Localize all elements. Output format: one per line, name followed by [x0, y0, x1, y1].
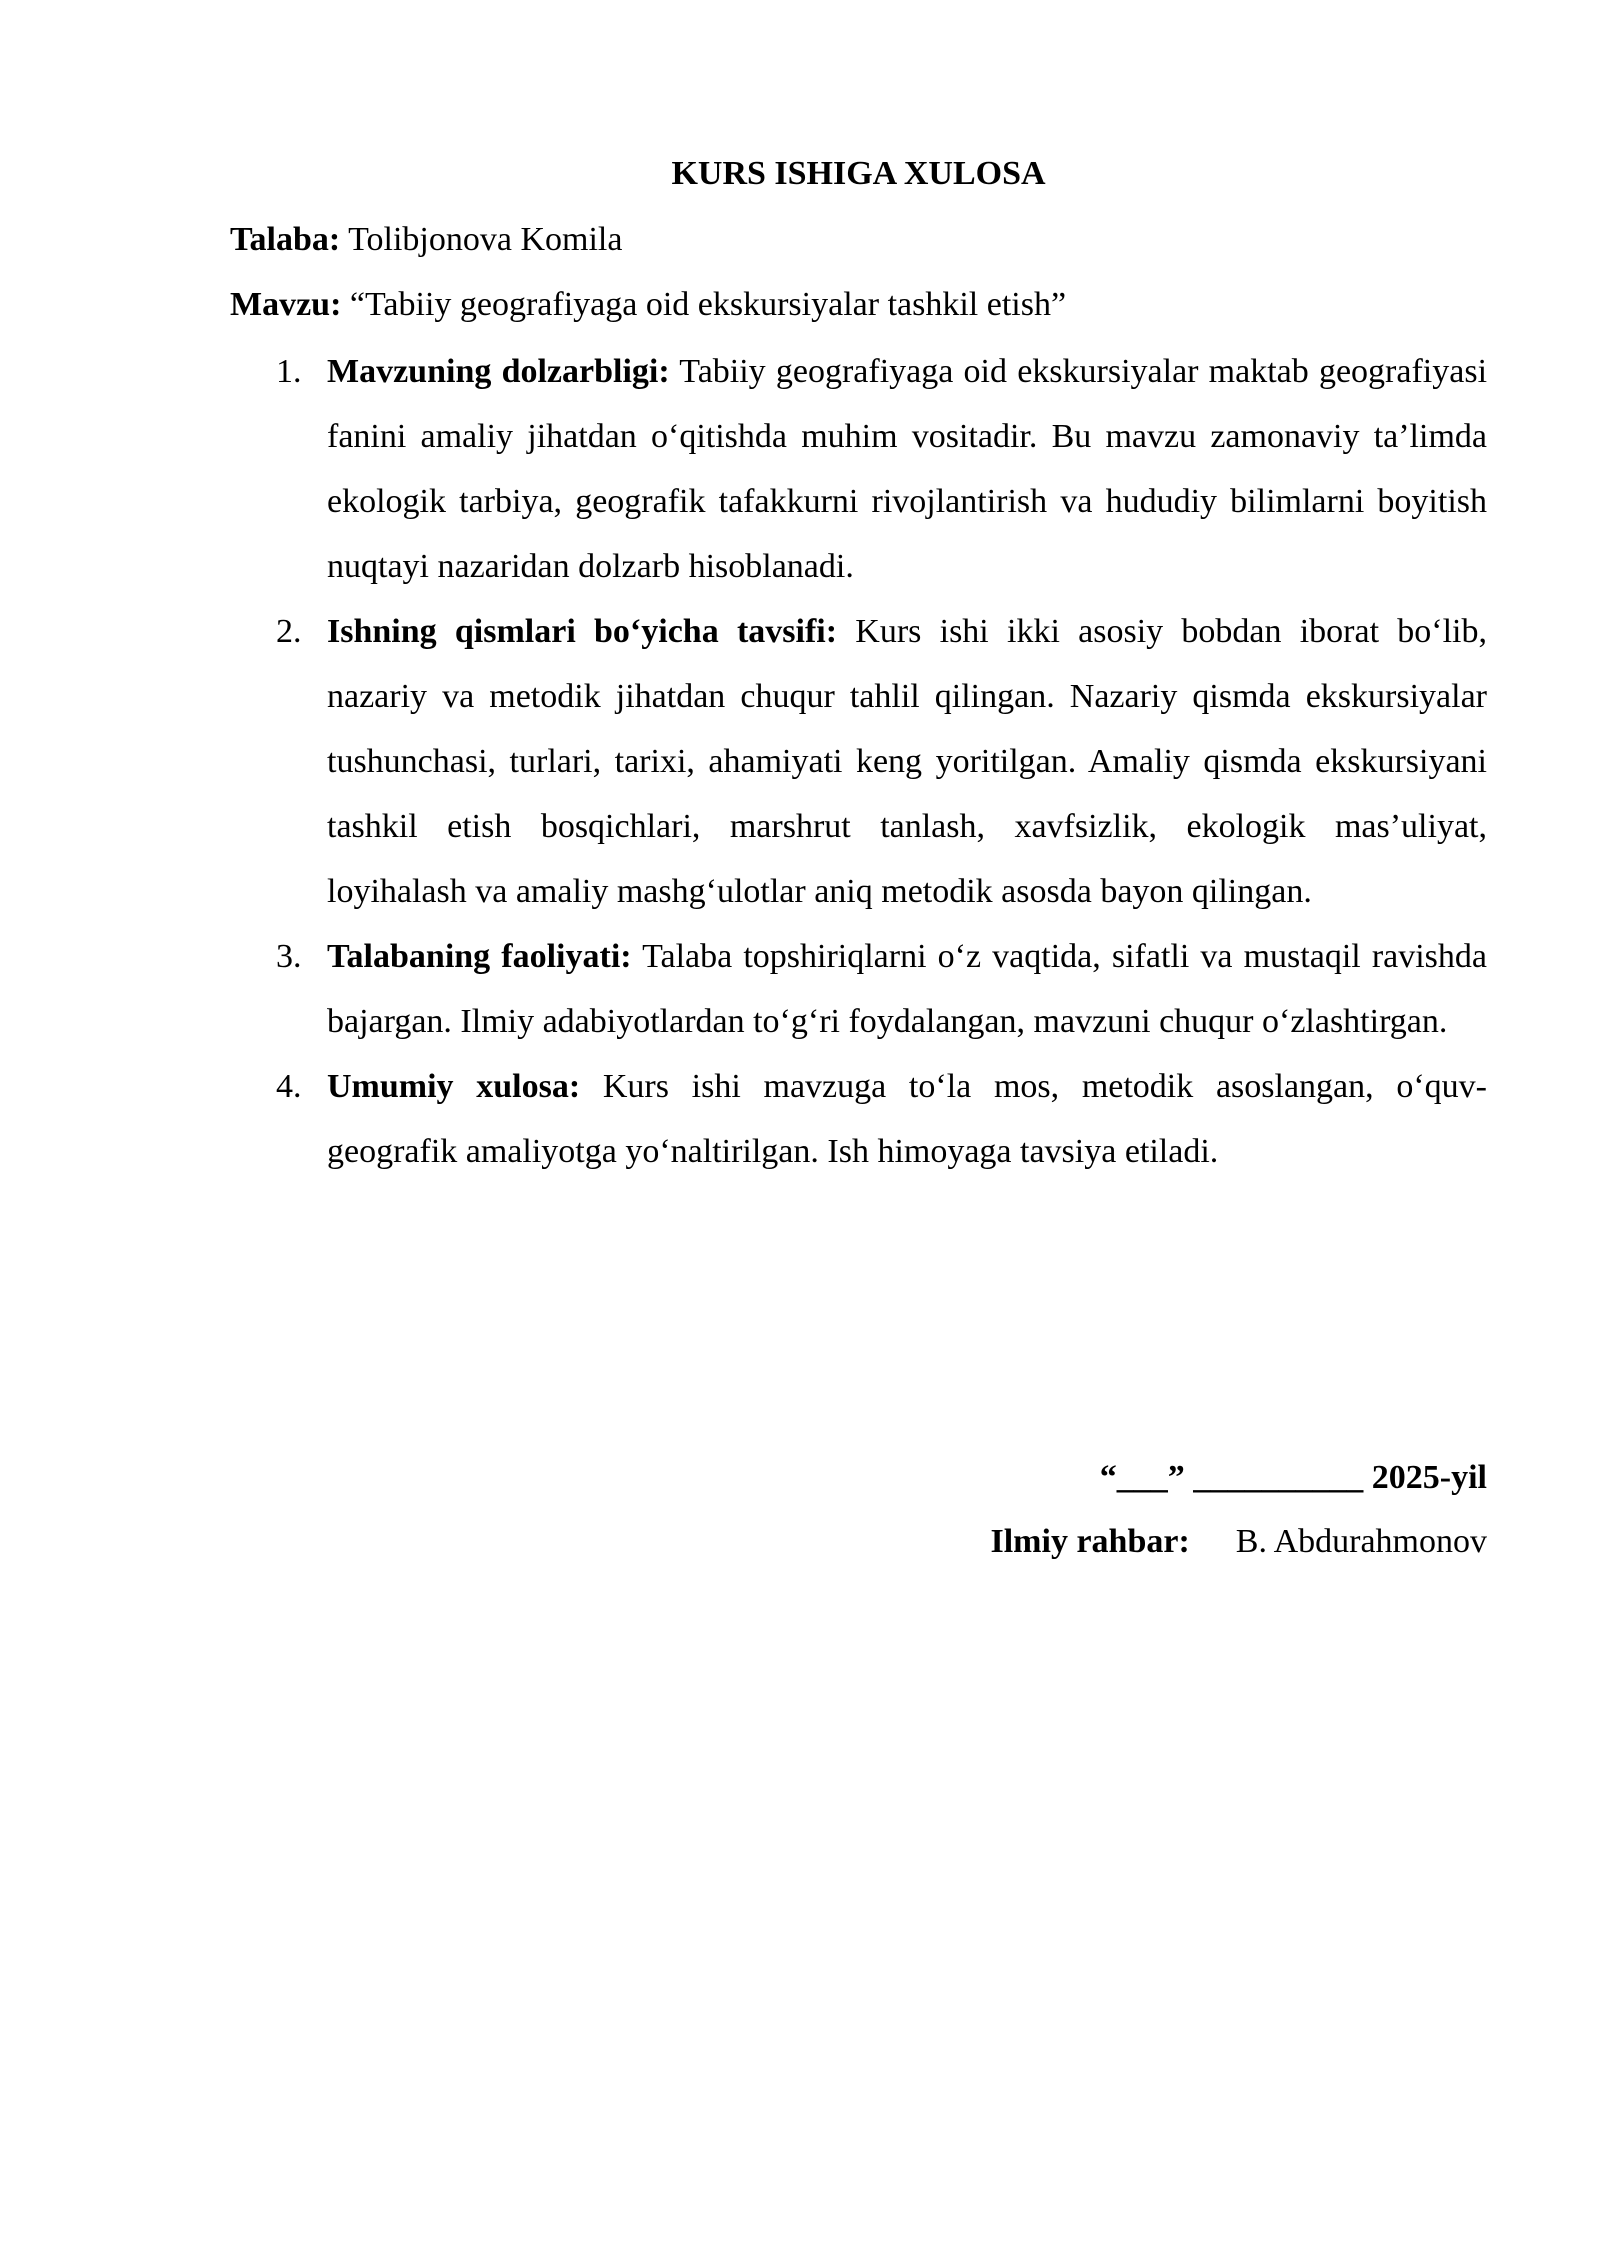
supervisor-line — [991, 1518, 1488, 1566]
list-item — [230, 599, 1487, 924]
item-text: Kurs ishi mavzuga to‘la mos, metodik asoslangan, o‘quv-geografik amaliyotga yo‘naltirilgan. Ish himoyaga tavsiya etiladi. — [327, 1068, 1487, 1170]
item-text: Tabiiy geografiyaga oid ekskursiyalar maktab geografiyasi fanini amaliy jihatdan o‘qitishda muhim vositadir. Bu mavzu zamonaviy ta’limda ekologik tarbiya, geografik tafakkurni rivojlantirish va hududiy bilimlarni boyitish nuqtayi nazaridan dolzarb hisoblanadi. — [327, 353, 1488, 585]
item-number: 3. — [276, 938, 302, 975]
document-title: KURS ISHIGA XULOSA — [671, 155, 1046, 192]
list-item — [230, 924, 1487, 1054]
date-line: “___” __________ 2025-yil — [1099, 1459, 1487, 1496]
item-heading: Talabaning faoliyati: — [327, 938, 632, 975]
item-number: 2. — [276, 613, 302, 650]
item-number: 1. — [276, 353, 302, 390]
supervisor-label: Ilmiy rahbar: — [990, 1523, 1190, 1560]
topic-label: Mavzu: — [230, 286, 342, 323]
topic-value: “Tabiiy geografiyaga oid ekskursiyalar tashkil etish” — [349, 286, 1067, 323]
student-name: Tolibjonova Komila — [348, 221, 623, 258]
conclusion-list — [230, 339, 1487, 1184]
list-item — [230, 1054, 1487, 1184]
student-label: Talaba: — [230, 221, 341, 258]
list-item — [230, 339, 1487, 599]
item-heading: Umumiy xulosa: — [327, 1068, 581, 1105]
item-text: Talaba topshiriqlarni o‘z vaqtida, sifatli va mustaqil ravishda bajargan. Ilmiy adabiyotlardan to‘g‘ri foydalangan, mavzuni chuqur o‘zlashtirgan. — [327, 938, 1488, 1040]
supervisor-name: B. Abdurahmonov — [1235, 1523, 1487, 1560]
item-heading: Mavzuning dolzarbligi: — [327, 353, 670, 390]
item-heading: Ishning qismlari bo‘yicha tavsifi: — [327, 613, 838, 650]
topic-line — [230, 281, 1066, 329]
item-text: Kurs ishi ikki asosiy bobdan iborat bo‘lib, nazariy va metodik jihatdan chuqur tahlil qilingan. Nazariy qismda ekskursiyalar tushunchasi, turlari, tarixi, ahamiyati keng yoritilgan. Amaliy qismda ekskursiyani tashkil etish bosqichlari, marshrut tanlash, xavfsizlik, ekologik mas’uliyat, loyihalash va amaliy mashg‘ulotlar aniq metodik asosda bayon qilingan. — [327, 613, 1487, 910]
student-line — [230, 216, 622, 264]
item-number: 4. — [276, 1068, 302, 1105]
